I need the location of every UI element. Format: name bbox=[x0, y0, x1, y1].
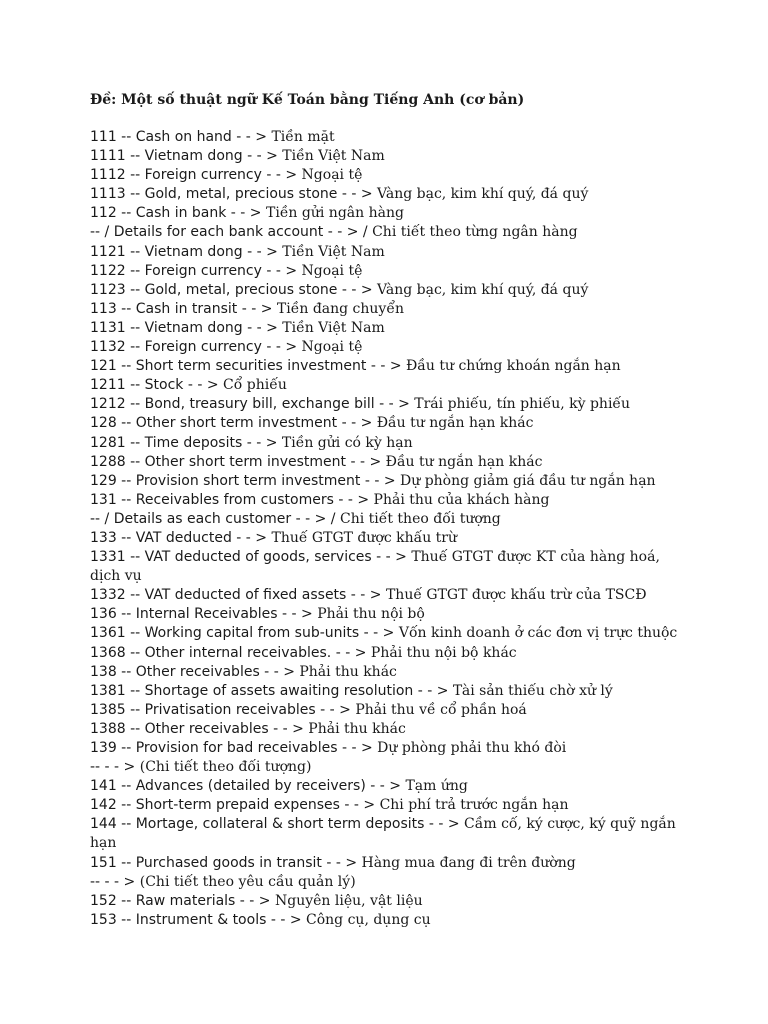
term-english: 1123 -- Gold, metal, precious stone - - > bbox=[90, 281, 378, 298]
term-vietnamese: Tiền Việt Nam bbox=[282, 319, 385, 336]
term-entry bbox=[90, 854, 690, 873]
term-vietnamese: Chi tiết theo từng ngân hàng bbox=[372, 224, 578, 241]
term-entry bbox=[90, 739, 690, 758]
term-entry bbox=[90, 434, 690, 453]
term-entry bbox=[90, 873, 690, 892]
term-vietnamese: Tạm ứng bbox=[405, 778, 468, 795]
term-english: 1388 -- Other receivables - - > bbox=[90, 720, 309, 737]
term-vietnamese: (Chi tiết theo đối tượng) bbox=[139, 759, 312, 776]
term-english: 151 -- Purchased goods in transit - - > bbox=[90, 854, 362, 871]
term-vietnamese: Vàng bạc, kim khí quý, đá quý bbox=[377, 186, 589, 203]
term-english: 131 -- Receivables from customers - - > bbox=[90, 491, 374, 508]
term-vietnamese: Thuế GTGT được khấu trừ của TSCĐ bbox=[385, 587, 647, 604]
term-entry bbox=[90, 223, 690, 242]
term-entry bbox=[90, 529, 690, 548]
term-english: 141 -- Advances (detailed by receivers) - - > bbox=[90, 778, 406, 795]
term-english: 1332 -- VAT deducted of fixed assets - - > bbox=[90, 587, 386, 604]
term-english: 139 -- Provision for bad receivables - - > bbox=[90, 740, 378, 756]
term-english: -- / Details as each customer - - > / bbox=[90, 510, 340, 527]
term-vietnamese: Ngoại tệ bbox=[301, 339, 363, 356]
term-entry bbox=[90, 624, 690, 643]
term-entry bbox=[90, 357, 690, 376]
term-english: 1212 -- Bond, treasury bill, exchange bill - - > bbox=[90, 396, 415, 413]
term-english: 1385 -- Privatisation receivables - - > bbox=[90, 701, 356, 718]
term-english: 1122 -- Foreign currency - - > bbox=[90, 262, 302, 279]
term-vietnamese: Tiền Việt Nam bbox=[282, 243, 385, 260]
term-vietnamese: Đầu tư ngắn hạn khác bbox=[385, 453, 543, 470]
term-english: 153 -- Instrument & tools - - > bbox=[90, 911, 307, 928]
document-page bbox=[90, 90, 690, 930]
term-english: -- - - > bbox=[90, 759, 140, 776]
term-entry bbox=[90, 892, 690, 911]
term-vietnamese: Tiền Việt Nam bbox=[282, 148, 385, 165]
term-english: 1131 -- Vietnam dong - - > bbox=[90, 319, 283, 336]
term-vietnamese: Trái phiếu, tín phiếu, kỳ phiếu bbox=[414, 396, 631, 413]
term-entry bbox=[90, 185, 690, 204]
term-vietnamese: Tiền gửi có kỳ hạn bbox=[281, 434, 413, 451]
term-entry bbox=[90, 338, 690, 357]
term-entry bbox=[90, 815, 690, 853]
term-english: 129 -- Provision short term investment - - > bbox=[90, 472, 401, 489]
term-vietnamese: Tiền mặt bbox=[271, 129, 335, 145]
term-entry bbox=[90, 300, 690, 319]
term-entry bbox=[90, 128, 690, 147]
term-vietnamese: Cổ phiếu bbox=[223, 377, 287, 394]
term-entry bbox=[90, 281, 690, 300]
term-entry bbox=[90, 491, 690, 510]
term-entry bbox=[90, 911, 690, 930]
term-vietnamese: Công cụ, dụng cụ bbox=[306, 911, 431, 928]
term-vietnamese: Thuế GTGT được KT của hàng hoá, dịch vụ bbox=[90, 549, 660, 585]
term-entry bbox=[90, 376, 690, 395]
term-vietnamese: Phải thu về cổ phần hoá bbox=[355, 701, 527, 718]
term-english: -- / Details for each bank account - - > / bbox=[90, 224, 373, 241]
term-english: 1113 -- Gold, metal, precious stone - - > bbox=[90, 186, 378, 203]
term-vietnamese: Tiền gửi ngân hàng bbox=[266, 205, 404, 222]
term-vietnamese: Phải thu khác bbox=[308, 720, 406, 737]
term-english: 1281 -- Time deposits - - > bbox=[90, 434, 282, 451]
term-vietnamese: Chi tiết theo đối tượng bbox=[339, 510, 501, 527]
term-vietnamese: Vốn kinh doanh ở các đơn vị trực thuộc bbox=[398, 625, 678, 642]
term-english: 144 -- Mortage, collateral & short term deposits - - > bbox=[90, 816, 465, 833]
term-entry bbox=[90, 395, 690, 414]
term-entry bbox=[90, 758, 690, 777]
term-entry bbox=[90, 472, 690, 491]
term-english: 138 -- Other receivables - - > bbox=[90, 663, 300, 680]
term-entry bbox=[90, 166, 690, 185]
term-entry bbox=[90, 586, 690, 605]
term-vietnamese: Phải thu nội bộ khác bbox=[370, 644, 517, 661]
term-entry bbox=[90, 720, 690, 739]
term-entry bbox=[90, 644, 690, 663]
term-english: 1211 -- Stock - - > bbox=[90, 377, 224, 394]
term-vietnamese: Vàng bạc, kim khí quý, đá quý bbox=[377, 281, 589, 298]
term-entry bbox=[90, 682, 690, 701]
term-entry bbox=[90, 243, 690, 262]
term-vietnamese: Nguyên liệu, vật liệu bbox=[275, 892, 423, 909]
term-english: 1381 -- Shortage of assets awaiting resolution - - > bbox=[90, 682, 453, 699]
term-vietnamese: Ngoại tệ bbox=[301, 167, 363, 184]
term-entry bbox=[90, 147, 690, 166]
term-entry bbox=[90, 605, 690, 624]
term-entry bbox=[90, 453, 690, 472]
term-english: 1111 -- Vietnam dong - - > bbox=[90, 148, 283, 165]
term-entry bbox=[90, 548, 690, 586]
term-english: 113 -- Cash in transit - - > bbox=[90, 300, 277, 317]
term-entry bbox=[90, 204, 690, 223]
document-title: Đề: Một số thuật ngữ Kế Toán bằng Tiếng Anh (cơ bản) bbox=[90, 92, 525, 108]
term-entry bbox=[90, 319, 690, 338]
term-vietnamese: Hàng mua đang đi trên đường bbox=[361, 854, 576, 871]
term-vietnamese: Thuế GTGT được khấu trừ bbox=[271, 529, 457, 546]
term-english: 1112 -- Foreign currency - - > bbox=[90, 167, 302, 184]
term-entry bbox=[90, 510, 690, 529]
term-english: 111 -- Cash on hand - - > bbox=[90, 129, 272, 145]
term-entry bbox=[90, 663, 690, 682]
term-vietnamese: Đầu tư ngắn hạn khác bbox=[376, 415, 534, 432]
term-vietnamese: Đầu tư chứng khoán ngắn hạn bbox=[406, 358, 621, 375]
term-english: 136 -- Internal Receivables - - > bbox=[90, 606, 318, 623]
term-english: 133 -- VAT deducted - - > bbox=[90, 529, 272, 546]
term-entry bbox=[90, 262, 690, 281]
term-english: 1132 -- Foreign currency - - > bbox=[90, 339, 302, 356]
term-vietnamese: Tài sản thiếu chờ xử lý bbox=[452, 682, 613, 699]
term-entry bbox=[90, 796, 690, 815]
term-vietnamese: Phải thu của khách hàng bbox=[373, 491, 550, 508]
term-english: 142 -- Short-term prepaid expenses - - > bbox=[90, 797, 380, 814]
term-entry bbox=[90, 777, 690, 796]
term-entry bbox=[90, 414, 690, 433]
term-english: 121 -- Short term securities investment - - > bbox=[90, 358, 406, 375]
term-list bbox=[90, 128, 690, 930]
term-english: 1121 -- Vietnam dong - - > bbox=[90, 243, 283, 260]
term-vietnamese: (Chi tiết theo yêu cầu quản lý) bbox=[139, 873, 356, 890]
term-english: 112 -- Cash in bank - - > bbox=[90, 205, 266, 222]
term-vietnamese: Ngoại tệ bbox=[301, 262, 363, 279]
term-vietnamese: Tiền đang chuyển bbox=[276, 300, 404, 317]
term-entry bbox=[90, 701, 690, 720]
term-vietnamese: Dự phòng phải thu khó đòi bbox=[377, 740, 567, 756]
term-vietnamese: Chi phí trả trước ngắn hạn bbox=[379, 797, 569, 814]
term-english: 1361 -- Working capital from sub-units - - > bbox=[90, 625, 399, 642]
term-english: 1331 -- VAT deducted of goods, services - - > bbox=[90, 549, 412, 566]
term-vietnamese: Phải thu nội bộ bbox=[317, 606, 425, 623]
term-english: 1288 -- Other short term investment - - > bbox=[90, 453, 386, 470]
term-vietnamese: Phải thu khác bbox=[299, 663, 397, 680]
term-english: 128 -- Other short term investment - - > bbox=[90, 415, 377, 432]
term-english: 1368 -- Other internal receivables. - - > bbox=[90, 644, 371, 661]
term-vietnamese: Dự phòng giảm giá đầu tư ngắn hạn bbox=[400, 472, 656, 489]
term-english: -- - - > bbox=[90, 873, 140, 890]
term-vietnamese: Cầm cố, ký cược, ký quỹ ngắn hạn bbox=[90, 816, 676, 852]
term-english: 152 -- Raw materials - - > bbox=[90, 892, 275, 909]
